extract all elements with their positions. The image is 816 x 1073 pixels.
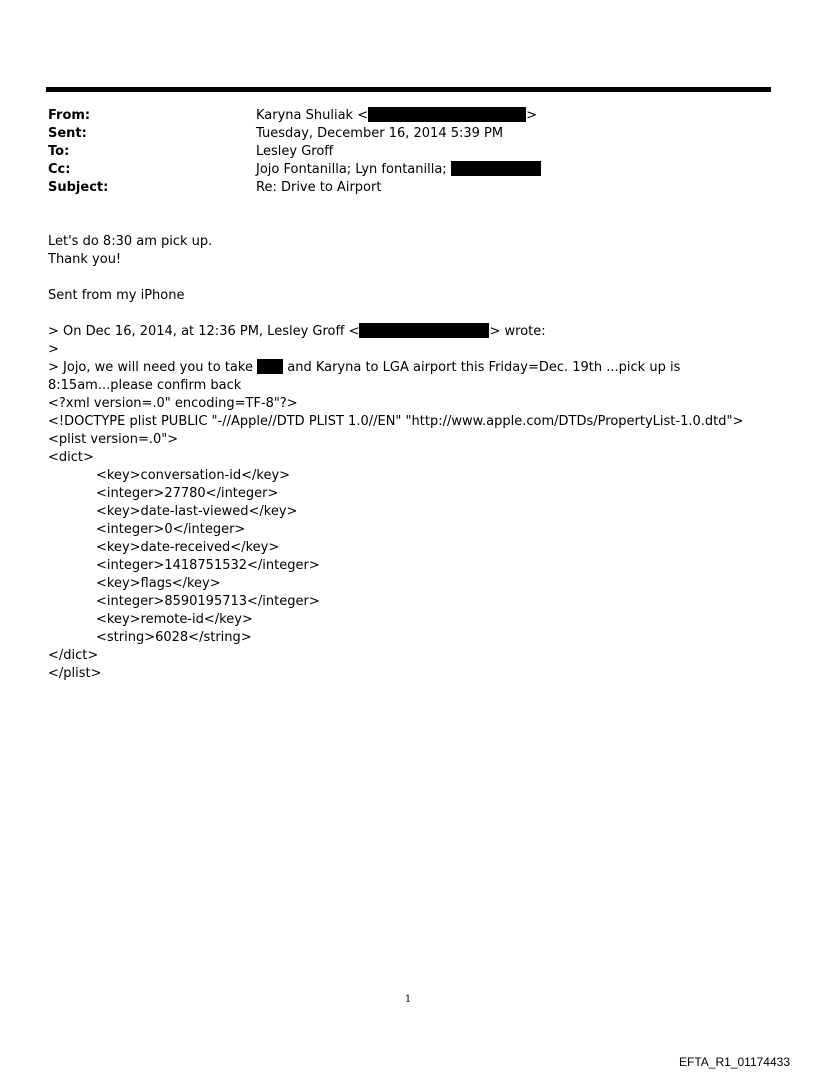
- xml-line: <integer>27780</integer>: [96, 486, 279, 501]
- email-body: [48, 233, 778, 683]
- quote-message: [48, 359, 778, 395]
- xml-line: <string>6028</string>: [96, 630, 252, 645]
- page-number: 1: [404, 994, 412, 1005]
- cc-label: Cc:: [48, 162, 71, 177]
- to-row: [48, 143, 768, 161]
- to-value: Lesley Groff: [256, 144, 334, 159]
- body-line: Thank you!: [48, 252, 122, 267]
- quote-header-end: > wrote:: [489, 324, 546, 339]
- quote-header-start: > On Dec 16, 2014, at 12:36 PM, Lesley Groff <: [48, 324, 360, 339]
- from-close: >: [526, 108, 538, 123]
- from-row: [48, 107, 768, 125]
- quote-end: and Karyna to LGA airport this Friday=Dec. 19th ...pick up is 8:15am...please confirm back: [48, 360, 681, 393]
- xml-line: <integer>1418751532</integer>: [96, 558, 320, 573]
- to-label: To:: [48, 144, 70, 159]
- redaction-block: [368, 107, 526, 122]
- xml-line: </plist>: [48, 666, 102, 681]
- sent-row: [48, 125, 768, 143]
- xml-line: <!DOCTYPE plist PUBLIC "-//Apple//DTD PLIST 1.0//EN" "http://www.apple.com/DTDs/PropertyList-1.0.dtd">: [48, 414, 744, 429]
- redaction-block: [359, 323, 489, 338]
- quote-header: [48, 323, 778, 341]
- xml-line: <?xml version=.0" encoding=TF-8"?>: [48, 396, 298, 411]
- subject-row: [48, 179, 768, 197]
- header-rule: [46, 87, 771, 92]
- redaction-block: [257, 359, 283, 374]
- signature: Sent from my iPhone: [48, 288, 185, 303]
- xml-line: <key>flags</key>: [96, 576, 221, 591]
- xml-line: <dict>: [48, 450, 94, 465]
- cc-row: [48, 161, 768, 179]
- subject-value: Re: Drive to Airport: [256, 180, 382, 195]
- redaction-block: [451, 161, 541, 176]
- xml-line: <key>conversation-id</key>: [96, 468, 291, 483]
- sent-label: Sent:: [48, 126, 87, 141]
- body-line: Let's do 8:30 am pick up.: [48, 234, 213, 249]
- cc-names: Jojo Fontanilla; Lyn fontanilla;: [256, 162, 447, 177]
- document-id: EFTA_R1_01174433: [679, 1055, 790, 1069]
- xml-line: <key>remote-id</key>: [96, 612, 253, 627]
- quote-start: > Jojo, we will need you to take: [48, 360, 253, 375]
- from-name: Karyna Shuliak <: [256, 108, 369, 123]
- xml-line: </dict>: [48, 648, 99, 663]
- quote-blank: >: [48, 342, 59, 357]
- sent-value: Tuesday, December 16, 2014 5:39 PM: [256, 126, 504, 141]
- xml-line: <key>date-last-viewed</key>: [96, 504, 298, 519]
- xml-line: <integer>8590195713</integer>: [96, 594, 320, 609]
- from-value: [256, 107, 537, 125]
- xml-line: <key>date-received</key>: [96, 540, 280, 555]
- from-label: From:: [48, 108, 91, 123]
- email-header: [48, 107, 768, 197]
- cc-value: [256, 161, 541, 179]
- xml-line: <plist version=.0">: [48, 432, 179, 447]
- subject-label: Subject:: [48, 180, 109, 195]
- xml-line: <integer>0</integer>: [96, 522, 246, 537]
